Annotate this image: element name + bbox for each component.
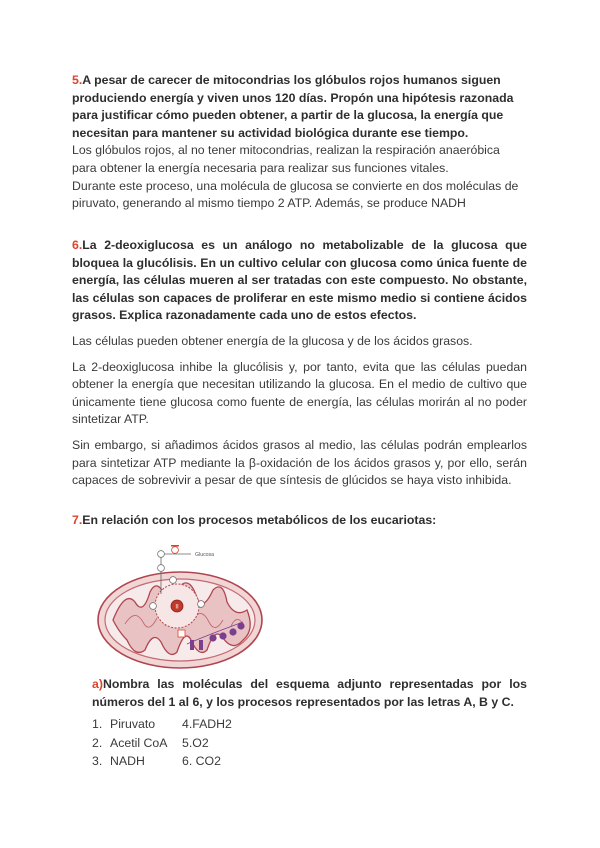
accent-mark <box>171 545 179 547</box>
answer-6-paragraph-2: La 2-deoxiglucosa inhibe la glucólisis y, por tanto, evita que las células puedan obtener la energía que necesitan utilizando la glucosa. En el medio de cultivo que únicamente tiene glucosa como fuente de energía, las células morirán al no poder sintetizar ATP. <box>72 359 527 427</box>
question-number: 7. <box>72 513 83 527</box>
label-marker <box>158 565 165 572</box>
atp-synthase <box>209 634 216 641</box>
answer-5-paragraph-2: Durante este proceso, una molécula de glucosa se convierte en dos moléculas de piruvato, generando al mismo tiempo 2 ATP. Además, se produce NADH <box>72 178 519 211</box>
sub-question-a-text: Nombra las moléculas del esquema adjunto representadas por los números del 1 al 6, y los procesos representados por las letras A, B y C. <box>92 677 527 709</box>
answer-6-paragraph-3: Sin embargo, si añadimos ácidos grasos al medio, las células podrán emplearlos para sintetizar ATP mediante la β-oxidación de los ácidos grasos y, por ello, serán capaces de sobrevivir a pesar de que síntesis de glúcidos se haya visto inhibida. <box>72 437 527 488</box>
question-6-block <box>72 237 527 490</box>
label-marker <box>198 601 205 608</box>
transport-chain <box>199 640 203 650</box>
question-5 <box>72 72 527 142</box>
list-item <box>92 752 232 771</box>
question-7 <box>72 512 527 530</box>
mitochondria-diagram <box>95 540 285 672</box>
list-right-value: 6. CO2 <box>182 754 221 768</box>
question-6 <box>72 237 527 325</box>
list-right-value: 4.FADH2 <box>182 717 232 731</box>
list-left-value: Piruvato <box>110 717 156 731</box>
list-left-value: Acetil CoA <box>110 735 168 750</box>
sub-question-a <box>92 676 527 711</box>
atp-synthase <box>229 628 236 635</box>
label-marker <box>150 603 157 610</box>
question-7-block <box>72 512 527 530</box>
question-7-text: En relación con los procesos metabólicos de los eucariotas: <box>82 513 437 527</box>
question-6-text: La 2-deoxiglucosa es un análogo no metabolizable de la glucosa que bloquea la glucólisis. En un cultivo celular con glucosa como única fuente de energía, las células mueren al ser tratadas con este compuesto. No obstante, las células son capaces de proliferar en este mismo medio si contiene ácidos grasos. Explica razonadamente cada uno de estos efectos. <box>72 238 527 323</box>
label-marker <box>178 630 185 637</box>
answer-5-paragraph-1: Los glóbulos rojos, al no tener mitocondrias, realizan la respiración anaeróbica para obtener la energía necesaria para realizar sus funciones vitales. <box>72 143 500 175</box>
atp-synthase <box>219 632 226 639</box>
list-right-value: 5.O2 <box>182 735 209 750</box>
question-5-text: A pesar de carecer de mitocondrias los glóbulos rojos humanos siguen produciendo energía y viven unos 120 días. Propón una hipótesis razonada para justificar cómo pueden obtener, a partir de la glucosa, la energía que necesitan para mantener su actividad biológica durante ese tiempo. <box>72 73 514 140</box>
answer-list <box>92 715 232 771</box>
label-marker <box>172 547 179 554</box>
answer-6-paragraph-1: Las células pueden obtener energía de la glucosa y de los ácidos grasos. <box>72 333 473 348</box>
glucose-label: Glucosa <box>195 552 215 558</box>
list-item <box>92 734 232 753</box>
question-number: 6. <box>72 238 83 252</box>
label-marker <box>158 551 165 558</box>
question-5-block <box>72 72 527 213</box>
list-number: 3. <box>92 754 103 768</box>
sub-question-letter: a) <box>92 677 103 691</box>
list-item <box>92 715 232 734</box>
list-number: 1. <box>92 717 103 731</box>
list-number: 2. <box>92 735 103 750</box>
list-left-value: NADH <box>110 754 145 768</box>
question-number: 5. <box>72 73 83 87</box>
roman-label: II <box>175 604 179 611</box>
label-marker <box>170 577 177 584</box>
